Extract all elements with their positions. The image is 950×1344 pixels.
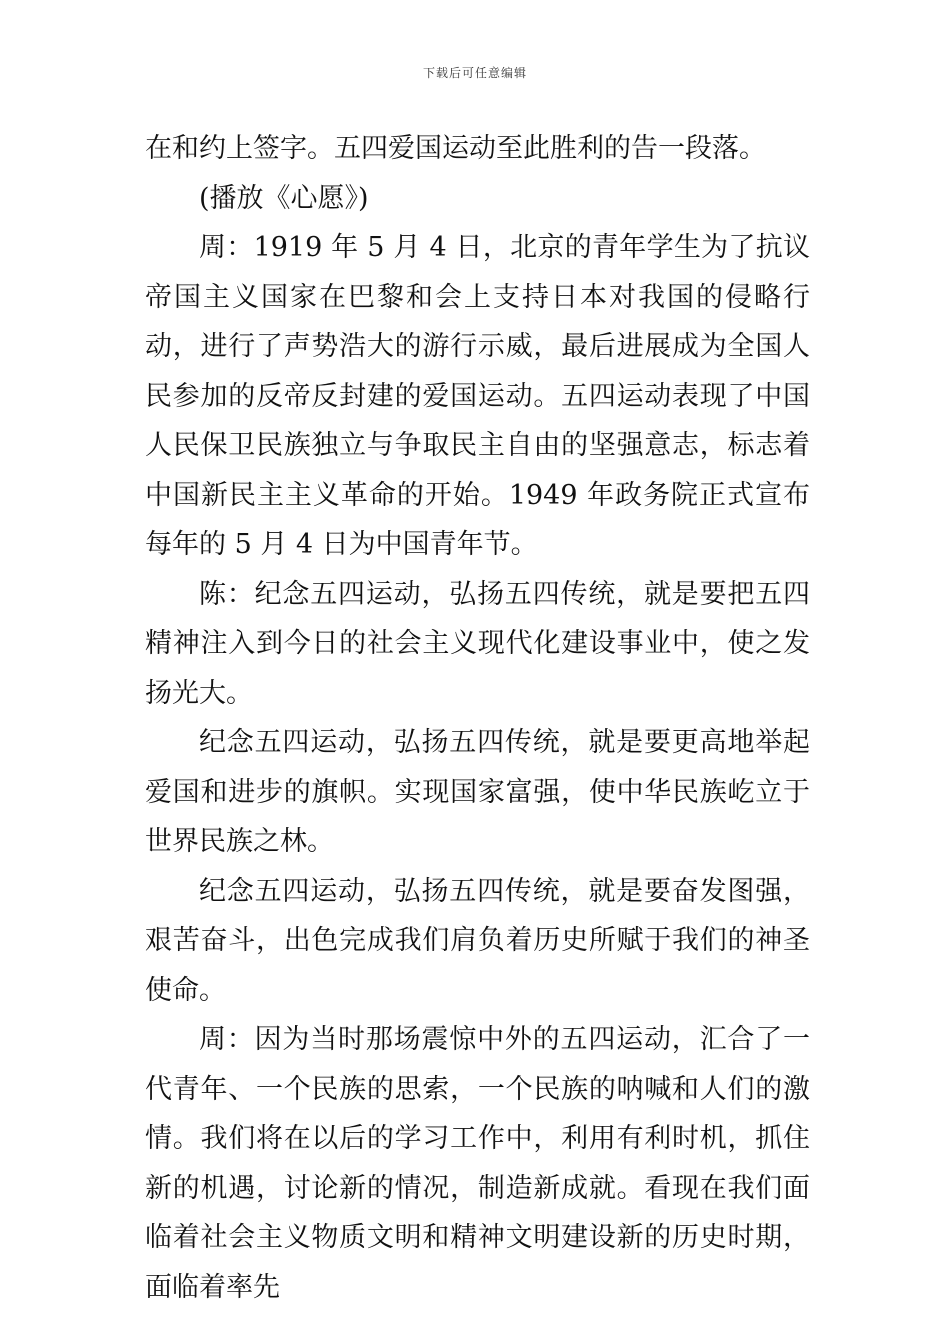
paragraph-3: 周：1919 年 5 月 4 日，北京的青年学生为了抗议帝国主义国家在巴黎和会上支持日本对我国的侵略行动，进行了声势浩大的游行示威，最后进展成为全国人民参加的反帝反封建的爱国运动。五四运动表现了中国人民保卫民族独立与争取民主自由的坚强意志，标志着中国新民主主义革命的开始。1949 年政务院正式宣布每年的 5 月 4 日为中国青年节。 xyxy=(145,232,810,560)
paragraph-1: 在和约上签字。五四爱国运动至此胜利的告一段落。 xyxy=(145,133,766,164)
paragraph-6: 纪念五四运动，弘扬五四传统，就是要奋发图强，艰苦奋斗，出色完成我们肩负着历史所赋于我们的神圣使命。 xyxy=(145,875,810,1006)
document-body xyxy=(145,124,810,1312)
page-header-note: 下载后可任意编辑 xyxy=(422,66,527,80)
paragraph-5: 纪念五四运动，弘扬五四传统，就是要更高地举起爱国和进步的旗帜。实现国家富强，使中华民族屹立于世界民族之林。 xyxy=(145,727,810,857)
paragraph-7: 周：因为当时那场震惊中外的五四运动，汇合了一代青年、一个民族的思索，一个民族的呐喊和人们的激情。我们将在以后的学习工作中，利用有利时机，抓住新的机遇，讨论新的情况，制造新成就。看现在我们面临着社会主义物质文明和精神文明建设新的历史时期，面临着率先 xyxy=(145,1024,810,1303)
paragraph-4: 陈：纪念五四运动，弘扬五四传统，就是要把五四精神注入到今日的社会主义现代化建设事业中，使之发扬光大。 xyxy=(145,578,810,709)
paragraph-2: (播放《心愿》) xyxy=(199,182,369,214)
